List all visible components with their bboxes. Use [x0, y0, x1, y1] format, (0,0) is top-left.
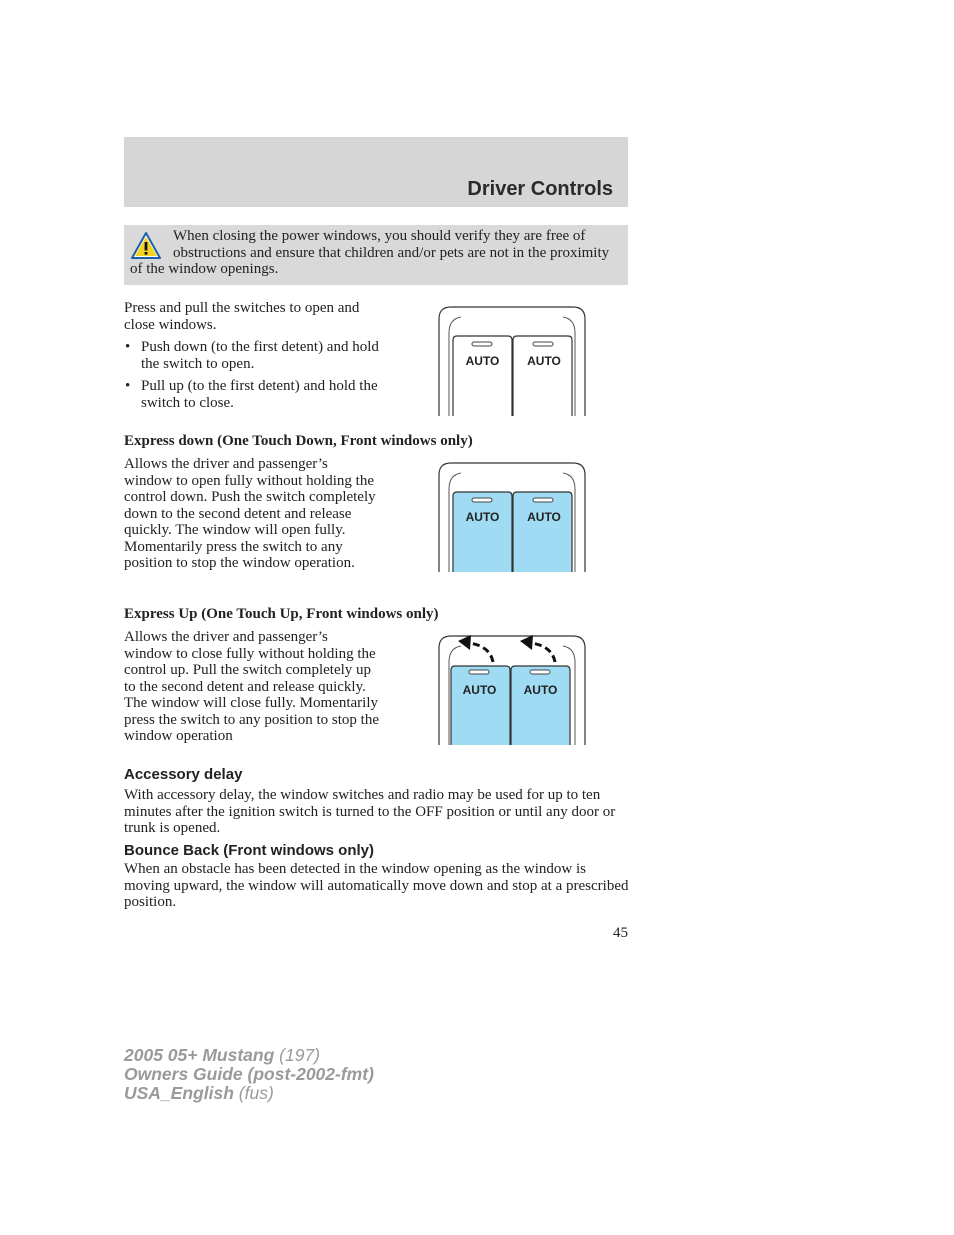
list-item [124, 339, 379, 372]
window-switch-figure-express-up [436, 634, 588, 746]
express-up-text: Allows the driver and passenger’s window to close fully without holding the control up. Pull the switch completely up to the second detent and release quickly. The window will close fully. Momentarily press the switch to any position to stop the window operation [124, 629, 379, 744]
accessory-delay-text: With accessory delay, the window switches and radio may be used for up to ten minutes after the ignition switch is turned to the OFF position or until any door or trunk is opened. [124, 787, 616, 836]
bullet-symbol: • [125, 378, 131, 394]
window-switch-figure-neutral [436, 305, 588, 417]
bullet-symbol: • [125, 339, 131, 355]
bounce-back-heading: Bounce Back (Front windows only) [124, 842, 375, 859]
express-up-heading: Express Up (One Touch Up, Front windows only) [124, 606, 439, 622]
auto-label: AUTO [465, 510, 500, 524]
intro-text: Press and pull the switches to open and close windows. [124, 300, 360, 333]
left-window-switch [453, 336, 512, 416]
right-window-switch [513, 336, 572, 416]
warning-box [124, 225, 628, 285]
right-window-switch [511, 666, 570, 745]
auto-label: AUTO [527, 354, 561, 368]
intro-bullet-list [124, 339, 379, 411]
auto-label: AUTO [465, 354, 500, 368]
footer-language-code: (fus) [238, 1083, 274, 1103]
list-item [124, 378, 379, 411]
auto-label: AUTO [527, 510, 561, 524]
bullet-text: Pull up (to the first detent) and hold the switch to close. [141, 378, 378, 411]
footer-line [124, 1065, 374, 1084]
section-header-band [124, 137, 628, 207]
footer-guide: Owners Guide (post-2002-fmt) [124, 1064, 374, 1084]
right-window-switch [513, 492, 572, 572]
bullet-text: Push down (to the first detent) and hold the switch to open. [141, 339, 379, 372]
left-window-switch [453, 492, 512, 572]
express-down-text: Allows the driver and passenger’s window to open fully without holding the control down. Push the switch completely down to the second detent and release quickly. The window will open fully. Momentarily press the switch to any position to stop the window operation. [124, 456, 376, 571]
auto-label: AUTO [462, 683, 497, 697]
express-down-heading: Express down (One Touch Down, Front windows only) [124, 433, 473, 449]
intro-block [124, 300, 379, 411]
footer-model-code: (197) [279, 1045, 321, 1065]
bounce-back-text: When an obstacle has been detected in the window opening as the window is moving upward, the window will automatically move down and stop at a prescribed position. [124, 861, 629, 910]
footer-language: USA_English [124, 1083, 234, 1103]
auto-label: AUTO [523, 683, 558, 697]
window-switch-figure-express-down [436, 461, 588, 573]
footer-model: 2005 05+ Mustang [124, 1045, 275, 1065]
accessory-delay-heading: Accessory delay [124, 766, 243, 783]
footer-line [124, 1084, 374, 1103]
warning-text: When closing the power windows, you should verify they are free of obstructions and ensure that children and/or pets are not in the proximity of the window openings. [130, 228, 610, 277]
footer-line [124, 1046, 374, 1065]
document-footer [124, 1046, 374, 1103]
page-number: 45 [613, 925, 628, 941]
section-title: Driver Controls [467, 178, 613, 200]
left-window-switch [451, 666, 510, 745]
